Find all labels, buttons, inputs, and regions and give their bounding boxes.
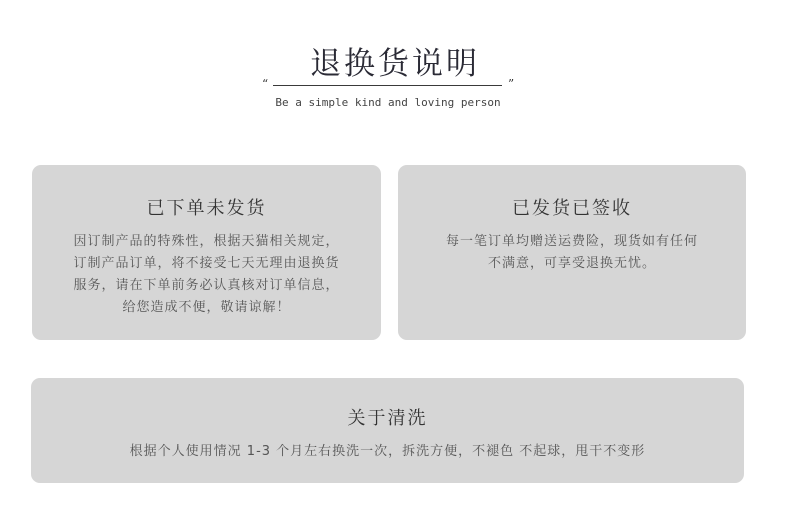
card-body (32, 231, 381, 319)
card-body (398, 231, 746, 275)
card-text-line: 订制产品订单，将不接受七天无理由退换货 (73, 256, 340, 271)
card-title: 关于清洗 (347, 408, 428, 429)
card-washing (31, 378, 744, 483)
card-text-line: 不满意，可享受退换无忧。 (487, 256, 656, 271)
close-quote-mark: ” (508, 77, 515, 91)
card-text-line: 每一笔订单均赠送运费险，现货如有任何 (445, 234, 698, 249)
title-divider (273, 85, 502, 86)
card-text-line: 根据个人使用情况 1-3 个月左右换洗一次，拆洗方便，不褪色 不起球，甩干不变形 (129, 444, 646, 459)
card-title: 已发货已签收 (512, 198, 632, 219)
card-body (31, 441, 744, 463)
card-shipped-received (398, 165, 746, 340)
page-title: 退换货说明 (310, 46, 480, 82)
page-subtitle: Be a simple kind and loving person (275, 96, 501, 109)
card-text-line: 给您造成不便，敬请谅解！ (122, 300, 291, 315)
card-text-line: 服务，请在下单前务必认真核对订单信息， (73, 278, 340, 293)
card-text-line: 因订制产品的特殊性，根据天猫相关规定， (73, 234, 340, 249)
open-quote-mark: “ (262, 77, 269, 91)
header (0, 0, 790, 130)
card-title: 已下单未发货 (146, 198, 267, 219)
card-ordered-not-shipped (32, 165, 381, 340)
